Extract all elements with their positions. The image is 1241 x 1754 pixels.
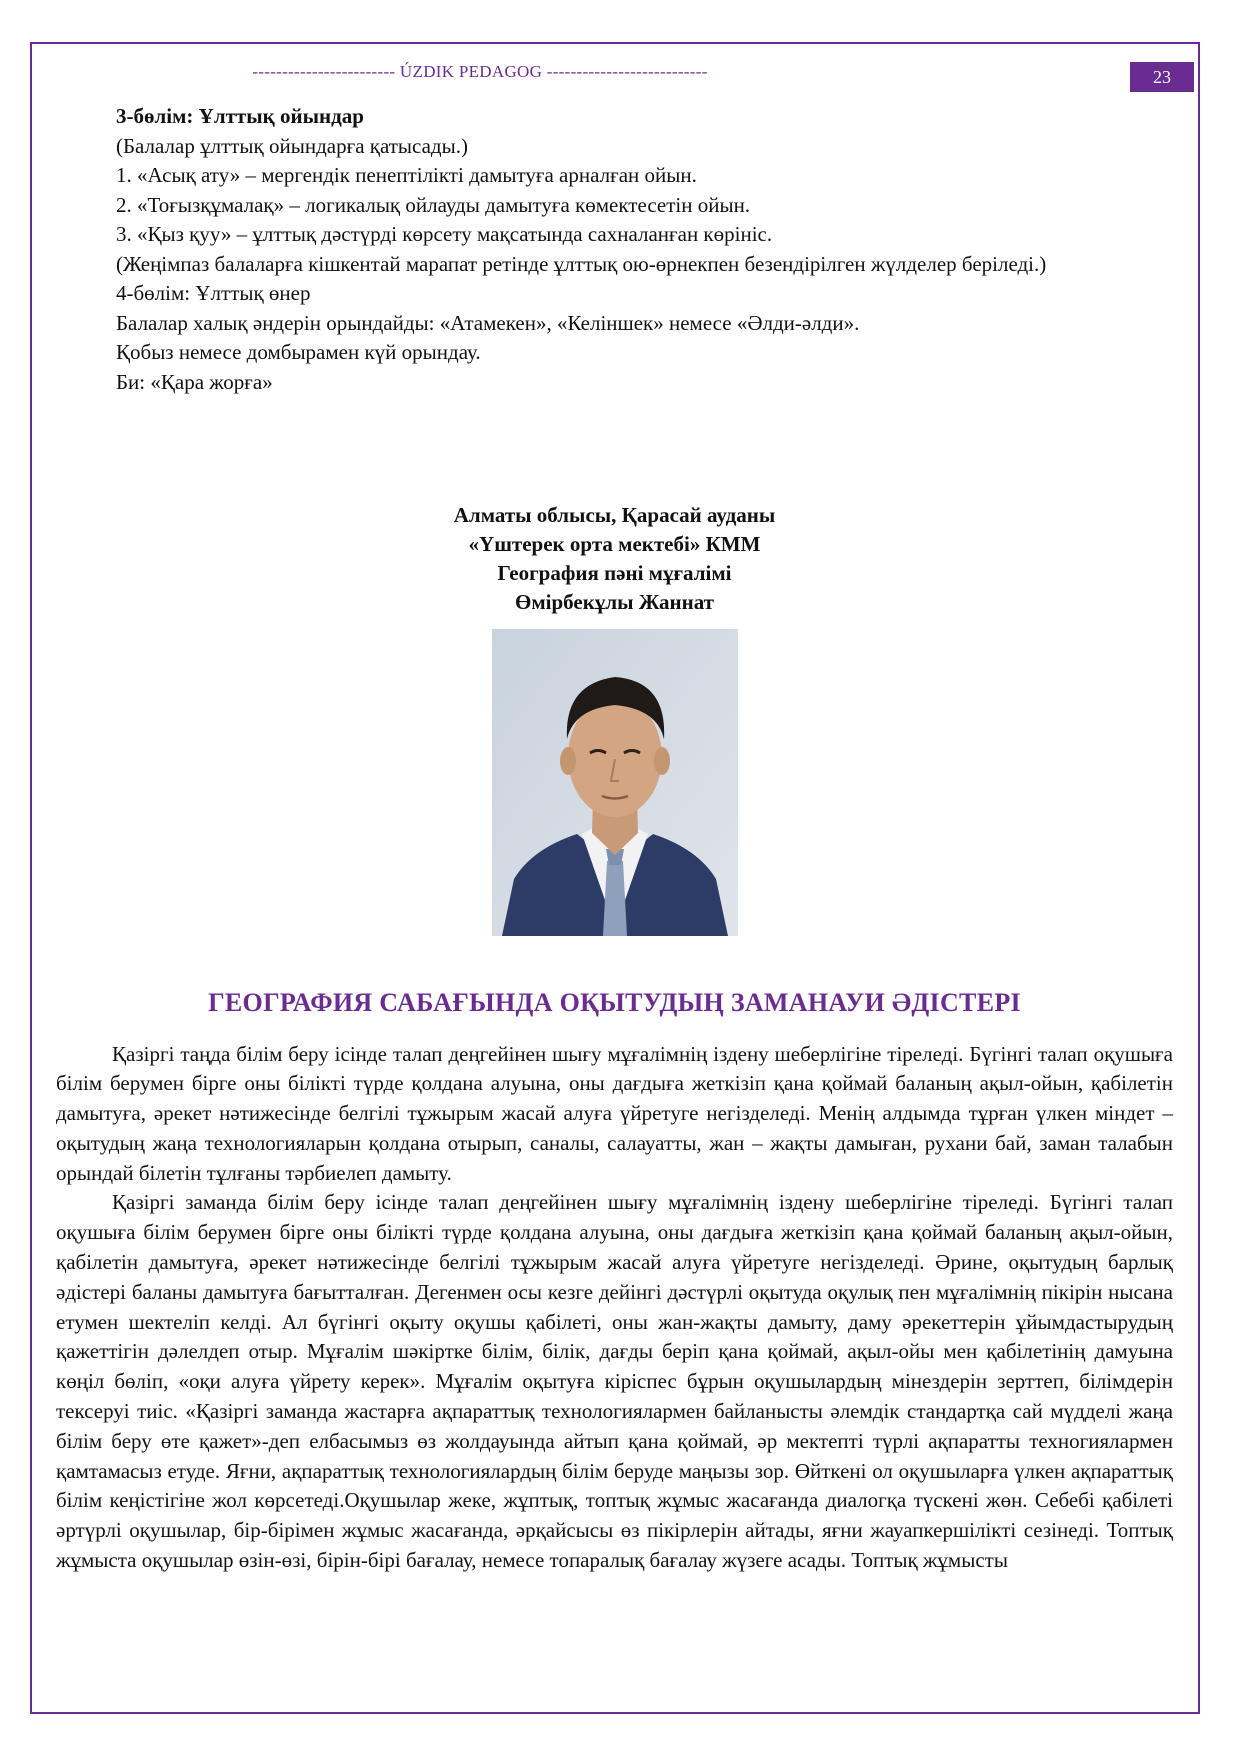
author-school: «Үштерек орта мектебі» КММ: [468, 532, 761, 556]
section3-line: 3. «Қыз қуу» – ұлттық дәстүрді көрсету мақсатында сахналанған көрініс.: [116, 222, 773, 246]
running-header: ------------------------ ÚZDIK PEDAGOG ---------------------------: [252, 62, 708, 81]
section3-line: (Жеңімпаз балаларға кішкентай марапат ретінде ұлттық ою-өрнекпен безендірілген жүлделер беріледі.): [116, 251, 1047, 276]
section3-line: 1. «Асық ату» – мергендік пенептілікті дамытуға арналған ойын.: [116, 163, 697, 187]
article-paragraph: Қазіргі таңда білім беру ісінде талап деңгейінен шығу мұғалімнің іздену шеберлігіне тіреледі. Бүгінгі талап оқушыға білім берумен бірге оны білікті түрде қолдана алуына, оны дағдыға жеткізіп қана қоймай баланың ақыл-ойын, қабілетін дамытуға, әрекет нәтижесінде белгілі тұжырым жасай алуға үйретуге негізделеді. Менің алдымда тұрған үлкен міндет – оқытудың жаңа технологияларын қолдана отырып, саналы, салауатты, жан – жақты дамыған, рухани бай, заман талабын орындай білетін тұлғаны тәрбиелеп дамыту.: [56, 1041, 1173, 1185]
article-paragraph: Қазіргі заманда білім беру ісінде талап деңгейінен шығу мұғалімнің іздену шеберлігіне тіреледі. Бүгінгі талап оқушыға білім берумен бірге оны білікті түрде қолдана алуына, оны дағдыға жеткізіп қана қоймай баланың ақыл-ойын, қабілетін дамытуға, әрекет нәтижесінде белгілі тұжырым жасай алуға үйретуге негізделеді. Әрине, оқытудың барлық әдістері баланы дамытуға бағытталған. Дегенмен осы кезге дейінгі дәстүрлі оқытуда оқулық пен мұғалімнің пікірін нысана етумен шектеліп келді. Ал бүгінгі оқыту оқушы қабілеті, оны жан-жақты дамыту, даму әрекеттерін ұйымдастырудың қажеттігін дәлелдеп отыр. Мұғалім шәкіртке білім, білік, дағды беріп қана қоймай, ақыл-ойы мен қабілетінің дамуына көңіл бөліп, «оқи алуға үйрету керек». Мұғалім оқытуға кіріспес бұрын оқушылардың мінездерін зерттеп, білімдерін тексеруі тиіс. «Қазіргі заманда жастарға ақпараттық технологиялармен байланысты әлемдік стандартқа сай мүдделі жаңа білім беру өте қажет»-деп елбасымыз өз жолдауында айтып қана қоймай, әр мектепті түрлі ақпаратты техногиялармен қамтамасыз етуде. Яғни, ақпараттық технологиялардың білім беруде маңызы зор. Өйткені ол оқушыларға үлкен ақпараттық білім кеңістігіне жол көрсетеді.Оқушылар жеке, жұптық, топтық жұмыс жасағанда диалогқа түскені жөн. Себебі қабілеті әртүрлі оқушылар, бір-бірімен жұмыс жасағанда, әрқайсысы өз пікірлерін айтады, яғни жауапкершілікті сезінеді. Топтық жұмыста оқушылар өзін-өзі, бірін-бірі бағалау, немесе топаралық бағалау жүзеге асады. Топтық жұмысты: [56, 1190, 1173, 1573]
section3-line: (Балалар ұлттық ойындарға қатысады.): [116, 133, 468, 158]
author-block: [56, 501, 1173, 617]
author-photo: [492, 629, 738, 936]
page-content: [56, 102, 1173, 1576]
article-body: [56, 1040, 1173, 1576]
section4-title: 4-бөлім: Ұлттық өнер: [116, 281, 311, 305]
section4-line: Қобыз немесе домбырамен күй орындау.: [116, 340, 481, 364]
section3-title: 3-бөлім: Ұлттық ойындар: [116, 104, 364, 128]
author-name: Өмірбекұлы Жаннат: [515, 590, 714, 614]
section4-line: Би: «Қара жорға»: [116, 369, 273, 394]
section4-line: Балалар халық әндерін орындайды: «Атамекен», «Келіншек» немесе «Әлди-әлди».: [116, 310, 860, 335]
article-title: ГЕОГРАФИЯ САБАҒЫНДА ОҚЫТУДЫҢ ЗАМАНАУИ ӘДІСТЕРІ: [208, 988, 1021, 1017]
portrait-image: [492, 629, 738, 936]
page-number: 23: [1130, 62, 1194, 92]
author-region: Алматы облысы, Қарасай ауданы: [453, 503, 776, 527]
section3-line: 2. «Тоғызқұмалақ» – логикалық ойлауды дамытуға көмектесетін ойын.: [116, 192, 751, 217]
author-position: География пәні мұғалімі: [497, 561, 732, 585]
